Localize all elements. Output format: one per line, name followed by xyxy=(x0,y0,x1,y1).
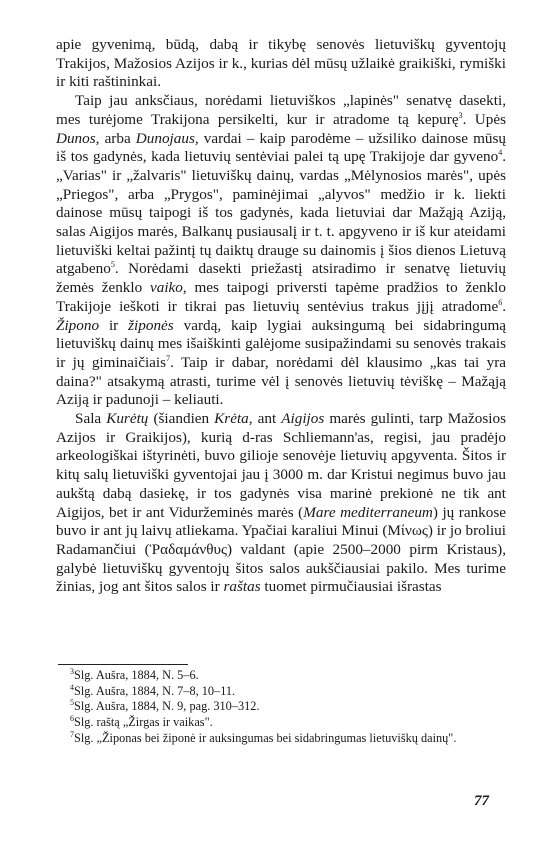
footnote-ref: 6 xyxy=(498,297,503,307)
text-run: . xyxy=(502,297,506,315)
italic-term: Žiponо xyxy=(56,316,100,334)
text-run: , mes taipogi priversti tapėme pradžios to ženklo Trakijoje ieškoti ir tikrai pas lietuvių sentėvius trakus jįjį atradome xyxy=(56,279,506,315)
footnote-text: Slg. raštą „Žirgas ir vaikas". xyxy=(74,715,213,730)
paragraph xyxy=(56,92,506,410)
text-run: . „Varias" ir „žalvaris" lietuviškų dainų, vardas „Mėlynosios marės", upės „Priegos", arba „Prygos", paminėjimai „alyvos" medžio ir k. liekti dainose mūsų taipogi iš tos gadynės, kada lietuviai dar Mažąją Aziją, salas Aigijos marės, Balkanų pusiausalį ir t. t. apgyveno ir iš kur ateidami lietuviški keltai pažintį tų daiktų drauge su dainomis į šios dienos Lietuvą atgabeno xyxy=(56,148,506,278)
footnote: 5Slg. Aušra, 1884, N. 9, pag. 310–312. xyxy=(70,698,260,714)
italic-term: žiponės xyxy=(128,316,174,334)
text-run: , vardai – kaip parodėme – užsiliko dainose mūsų iš tos gadynės, kada lietuvių sentėviai palei tą upę Trakijoje dar gyveno xyxy=(56,129,506,166)
italic-term: Mare mediterraneum xyxy=(303,503,433,521)
text-run: tuomet pirmučiausiai išrastas xyxy=(260,578,442,596)
italic-term: Aigijos xyxy=(281,410,325,428)
footnote-ref: 5 xyxy=(110,260,115,270)
footnote-text: Slg. Aušra, 1884, N. 7–8, 10–11. xyxy=(74,683,236,698)
italic-term: Dunos xyxy=(56,129,96,147)
italic-term: Krėta xyxy=(214,410,249,428)
italic-term: raštas xyxy=(223,578,261,596)
text-run: . Upės xyxy=(462,110,506,128)
text-run: (šiandien xyxy=(148,410,215,428)
footnote-text: Slg. Aušra, 1884, N. 9, pag. 310–312. xyxy=(74,699,260,714)
text-run: , arba xyxy=(95,129,136,147)
text-run: marės gulinti, tarp Mažosios Azijos ir Graikijos), kurią d-ras Schliemann'as, regisi, jau pradėjo arkeologiškai ištyrinėti, buvo gilioje senovėje lietuvių apgyventa. Šitos ir kitų salų lietuviški gyventojai jau į 3000 m. dar Kristui negimus buvo jau aukštą dabą dasiekę, ir tos gadynės visa marinė prekionė ne tik ant Aigijos, bet ir ant Viduržeminės marės ( xyxy=(56,410,507,521)
text-run: . Taip ir dabar, norėdami dėl klausimo „kas tai yra daina?" atsakymą atrasti, turime vėl į senovės lietuvių tėviškę – Mažąją Aziją ir padunoji – keliauti. xyxy=(56,353,506,409)
italic-term: vaiko xyxy=(150,279,183,297)
paragraph xyxy=(56,36,506,92)
footnote-ref: 3 xyxy=(458,110,463,120)
footnote-text: Slg. Aušra, 1884, N. 5–6. xyxy=(74,668,199,682)
footnote-ref: 7 xyxy=(166,353,171,363)
footnote: 7Slg. „Žiponas bei žiponė ir auksingumas bei sidabringumas lietuviškų dainų". xyxy=(70,729,457,745)
text-run: ir xyxy=(99,316,129,334)
footnote-ref: 4 xyxy=(498,148,503,158)
footnote: 4Slg. Aušra, 1884, N. 7–8, 10–11. xyxy=(70,682,236,698)
italic-term: Kurėtų xyxy=(106,410,149,428)
footnote-text: Slg. „Žiponas bei žiponė ir auksingumas bei sidabringumas lietuviškų dainų". xyxy=(74,730,457,745)
text-run: . Norėdami dasekti priežastį atsiradimo ir senatvę lietuvių žemės ženklo xyxy=(56,260,506,297)
footnotes xyxy=(58,668,498,747)
footnote: 3Slg. Aušra, 1884, N. 5–6. xyxy=(70,666,199,682)
footnote-separator xyxy=(58,664,188,665)
text-run: apie gyvenimą, būdą, dabą ir tikybę senovės lietuviškų gyventojų Trakijos, Mažosios Azijos ir k., kurias dėl mūsų užlaikė graikiški, rymiški ir kiti raštininkai. xyxy=(56,36,506,91)
footnote: 6Slg. raštą „Žirgas ir vaikas". xyxy=(70,714,213,730)
paragraph xyxy=(56,410,506,597)
body-text xyxy=(56,36,506,597)
text-run: ) jų rankose buvo ir ant jų laivų atliekama. Ypačiai karaliui Minui (Μίνως) ir jo broliui Radamančiui (Ῥαδαμάνθυς) valdant (apie 2500–2000 pirm Kristaus), galybė lietuviškų gyventojų šitos salos aukščiausiai pakilo. Mes turime žinias, jog ant šitos salos ir xyxy=(56,503,506,596)
text-run: Taip jau anksčiaus, norėdami lietuviškos „lapinės" senatvę dasekti, mes turėjome Trakijona persikelti, kur ir atradome tą kepurę xyxy=(56,92,506,128)
text-run: vardą, kaip lygiai auksingumą bei sidabringumą lietuviškų dainų mes išaiškinti galėjome susipažindami su senovės trakais ir jų giminaičiais xyxy=(56,316,506,371)
page-number: 77 xyxy=(474,793,489,809)
text-run: , ant xyxy=(248,410,282,428)
text-run: Sala xyxy=(75,410,107,428)
italic-term: Dunojaus xyxy=(135,129,195,147)
